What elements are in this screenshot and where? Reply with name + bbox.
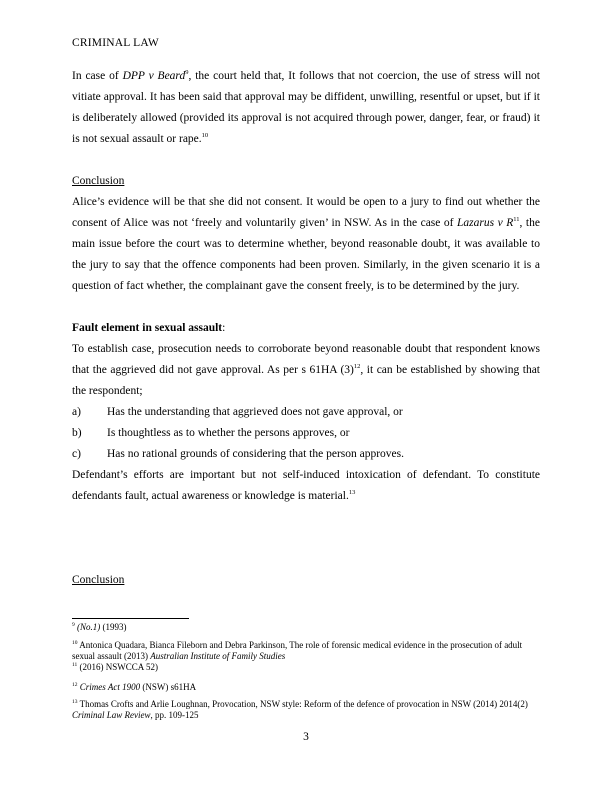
paragraph-conclusion: Alice’s evidence will be that she did not consent. It would be open to a jury to find out whether the consent of Alice was not ‘freely and voluntarily given’ in NSW. As in the case of Lazarus v $R^{11}$, the main issue before the court was to determine whether, beyond reasonable doubt, it was available to the jury to say that the offence components had been proven. Similarly, in the given scenario it is a question of fact whether, the complainant gave the consent freely, is to be determined by the jury. — [72, 196, 540, 292]
case-name: DPP v Beard — [122, 70, 186, 82]
footnote-ref: 13 — [348, 489, 356, 496]
footnote-12: $^{12}$ Crimes Act 1900 (NSW) s61HA — [72, 682, 197, 692]
body-text — [72, 66, 540, 591]
footnote-9: $^9$ (No.1) (1993) — [72, 622, 127, 632]
case-name: Lazarus v R — [457, 217, 514, 229]
paragraph-fault-element: To establish case, prosecution needs to corroborate beyond reasonable doubt that respondent knows that the aggrieved did not gave approval. As per s 61HA $(3)^{12}$, it can be established by showing that the respondent; — [72, 343, 540, 397]
footnote-13: $^{13}$ Thomas Crofts and Arlie Loughnan, Provocation, NSW style: Reform of the defence of provocation in NSW (2014) 2014(2) Criminal Law Review, pp. 109-125 — [72, 699, 528, 720]
page-number: 3 — [303, 731, 309, 743]
footnote-11: $^{11}$ (2016) NSWCCA 52) — [72, 662, 159, 672]
conclusion-heading: Conclusion — [72, 175, 125, 187]
footnote-ref: 12 — [353, 363, 361, 370]
list-item: c) Has no rational grounds of considering that the person approves. — [72, 448, 405, 460]
conclusion-heading: Conclusion — [72, 574, 125, 586]
paragraph-dpp-v-beard: In case of DPP v Beard$^9$, the court held that, It follows that not coercion, the use of stress will not vitiate approval. It has been said that approval may be diffident, unwilling, resentful or upset, but if it is deliberately allowed (provided its approval is not acquired through power, danger, fear, or fraud) it is not sexual assault or rape.$^{10}$ — [72, 69, 541, 145]
paragraph-defendant-efforts: Defendant’s efforts are important but not self-induced intoxication of defendant. To constitute defendants fault, actual awareness or knowledge is material.$^{13}$ — [72, 469, 540, 502]
footnote-separator — [72, 618, 189, 619]
list-item: a) Has the understanding that aggrieved does not gave approval, or — [72, 406, 403, 418]
fault-element-heading: Fault element in sexual assault: — [72, 322, 226, 334]
list-item: b) Is thoughtless as to whether the persons approves, or — [72, 427, 350, 439]
running-header: CRIMINAL LAW — [72, 37, 159, 49]
footnote-ref: 11 — [513, 216, 520, 223]
footnote-ref: 9 — [185, 69, 189, 76]
footnote-ref: 10 — [201, 132, 209, 139]
footnote-10: $^{10}$ Antonica Quadara, Bianca Fileborn and Debra Parkinson, The role of forensic medical evidence in the prosecution of adult sexual assault (2013) Australian Institute of Family Studies — [72, 640, 523, 661]
